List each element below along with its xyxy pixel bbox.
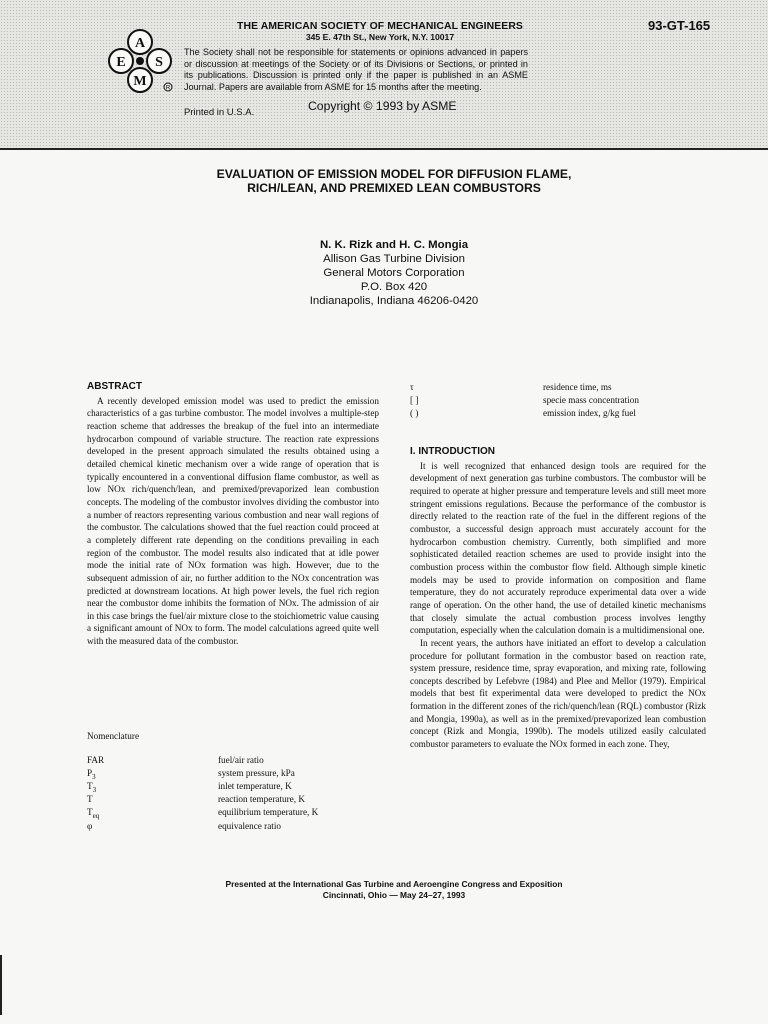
disclaimer-text: The Society shall not be responsible for statements or opinions advanced in papers or discussion at meetings of the Society or of its Divisions or Sections, or printed in its publications. Discussion is printed only if the paper is published in an ASME Journal. Papers are available from ASME for 15 months after the meeting.	[184, 47, 528, 92]
conference-footer	[0, 879, 768, 901]
abstract-heading: ABSTRACT	[87, 381, 142, 392]
author-company: General Motors Corporation	[323, 267, 465, 279]
nomenclature-symbol: $P_3$	[87, 768, 96, 781]
logo-letter-left: E	[116, 55, 126, 70]
author-box: P.O. Box 420	[360, 281, 428, 293]
nomenclature-symbol: φ	[87, 821, 93, 831]
author-city: Indianapolis, Indiana 46206-0420	[309, 295, 479, 307]
nomenclature-symbol: FAR	[87, 755, 105, 765]
printed-in: Printed in U.S.A.	[184, 107, 255, 118]
nomenclature-definition: specie mass concentration	[543, 395, 639, 405]
title-line-1: EVALUATION OF EMISSION MODEL FOR DIFFUSION FLAME,	[216, 167, 572, 181]
asme-logo	[107, 28, 173, 94]
author-names: N. K. Rizk and H. C. Mongia	[319, 239, 469, 251]
nomenclature-symbol: ( )	[410, 408, 419, 418]
author-block	[0, 238, 768, 308]
footer-line-2: Cincinnati, Ohio — May 24–27, 1993	[322, 890, 466, 900]
title-line-2: RICH/LEAN, AND PREMIXED LEAN COMBUSTORS	[247, 181, 541, 195]
nomenclature-symbol: $T_{eq}$	[87, 807, 100, 820]
logo-letter-right: S	[155, 55, 163, 70]
nomenclature-symbol: $T_3$	[87, 781, 97, 794]
nomenclature-definition: reaction temperature, K	[218, 794, 305, 804]
author-division: Allison Gas Turbine Division	[323, 253, 465, 265]
nomenclature-definition: residence time, ms	[543, 382, 612, 392]
nomenclature-definition: system pressure, kPa	[218, 768, 295, 778]
society-address: 345 E. 47th St., New York, N.Y. 10017	[305, 32, 455, 42]
introduction-paragraph: It is well recognized that enhanced design tools are required for the development of next generation gas turbine combustors. The combustor will be required to operate at higher pressure and temperature levels and still meet more stringent emissions regulations. Because the performance of the combustor is directly related to the reaction rate of the fuel in the different regions of the combustor, a successful design approach must accurately account for the hydrocarbon combustion chemistry. Currently, both simplified and more sophisticated detailed reaction schemes are used to provide insight into the combustion process within the combustor flow field. Although simple kinetic models may be used to provide information on composition and flame temperature, they do not accurately reproduce experimental data over a wide range of operation. On the other hand, the use of detailed kinetic mechanisms that closely simulate the actual combustion process involves lengthy computation, especially when the calculation domain is a multidimensional one.	[410, 460, 706, 636]
nomenclature-definition: emission index, g/kg fuel	[543, 408, 636, 418]
logo-letter-bottom: M	[133, 74, 147, 89]
nomenclature-symbol: τ	[410, 382, 414, 392]
paper-number: 93-GT-165	[648, 18, 711, 33]
copyright: Copyright © 1993 by ASME	[308, 99, 457, 113]
nomenclature-symbol: [ ]	[410, 395, 419, 405]
nomenclature-symbol: T	[87, 794, 93, 804]
header-rule	[0, 148, 768, 150]
society-name: THE AMERICAN SOCIETY OF MECHANICAL ENGINEERS	[237, 21, 523, 32]
nomenclature-title: Nomenclature	[87, 731, 140, 741]
introduction-section	[410, 446, 706, 751]
footer-line-1: Presented at the International Gas Turbine and Aeroengine Congress and Exposition	[225, 879, 563, 889]
paper-title	[0, 167, 768, 195]
svg-text:R: R	[165, 85, 171, 92]
abstract-text: A recently developed emission model was used to predict the emission characteristics of a gas turbine combustor. The model involves a multiple-step reaction scheme that addresses the breakup of the fuel into an intermediate hydrocarbon compound of variable structure. The reaction rate expressions developed in the present approach simulated the results obtained using a detailed chemical kinetic mechanism over a wide range of operation that is typically encountered in a conventional diffusion flame combustor, as well as low NOx rich/quench/lean, and premixed/prevaporized lean combustion concepts. The modeling of the combustor involves dividing the combustor into a number of reactors representing various combustion and near wall regions of the combustor. The calculations showed that the fuel reaction could proceed at a completely different rate depending on the conditions prevailing in each region of the combustor. The model results also indicated that at idle power mode the initial rate of NOx formation was high. However, due to the subsequent admission of air, no further addition to the NOx concentration was predicted at downstream locations. At high power levels, the fuel rich region near the combustor dome inhibits the formation of NOx. The admission of air in this case brings the fuel/air mixture close to the stoichiometric value causing a significant amount of NOx to form. The model calculations agreed quite well with the measured data of the combustor.	[87, 395, 379, 647]
nomenclature-definition: equivalence ratio	[218, 821, 282, 831]
abstract-section	[87, 381, 379, 648]
nomenclature-definition: inlet temperature, K	[218, 781, 292, 791]
introduction-paragraph: In recent years, the authors have initiated an effort to develop a calculation procedure for pollutant formation in the combustor based on reaction rate, system pressure, residence time, spray evaporation, and mixing rate, following concepts described by Lefebvre (1984) and Plee and Mellor (1979). Empirical models that best fit experimental data were developed to predict the NOx formation in the different zones of the rich/quench/lean (RQL) combustor (Rizk and Mongia, 1990a), as well as in the premixed/prevaporized lean combustion concept (Rizk and Mongia, 1990b). The models utilized easily calculated combustor parameters to evaluate the NOx formed in each zone. They,	[410, 637, 706, 750]
logo-letter-top: A	[134, 36, 146, 51]
scan-edge-mark	[0, 955, 2, 1015]
nomenclature-definition: fuel/air ratio	[218, 755, 264, 765]
nomenclature-definition: equilibrium temperature, K	[218, 807, 319, 817]
introduction-heading: I. INTRODUCTION	[410, 446, 495, 457]
